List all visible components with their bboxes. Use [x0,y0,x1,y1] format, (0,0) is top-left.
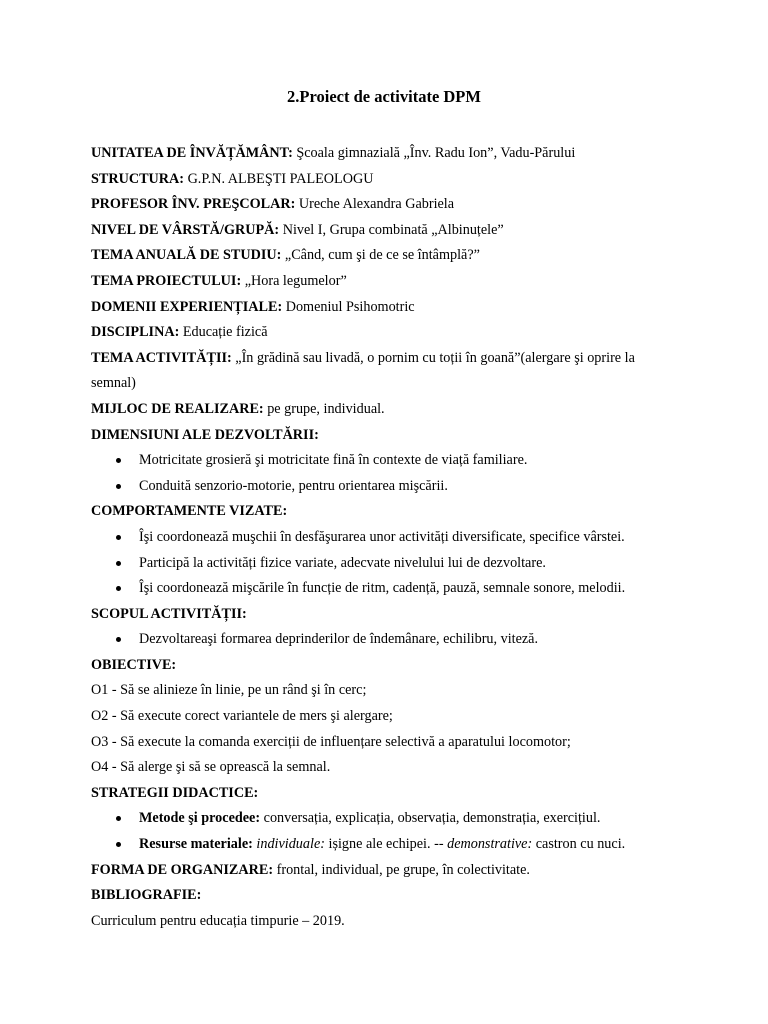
unitatea-label: UNITATEA DE ÎNVĂȚĂMÂNT: [91,145,293,161]
list-item-text: Participă la activități fizice variate, adecvate nivelului lui de dezvoltare. [139,554,546,571]
resurse-demonstrative: demonstrative: [447,836,533,853]
tema-anuala-line [91,243,681,269]
profesor-label: PROFESOR ÎNV. PREŞCOLAR: [91,196,296,213]
metode-value: conversația, explicația, observația, demonstrația, exercițiul. [260,810,601,827]
list-item [91,627,681,653]
list-item [91,448,681,474]
tema-activitatii-value: „În grădină sau livadă, o pornim cu toții în goană”(alergare şi oprire la semnal) [91,349,635,392]
objective-item: O2 - Să execute corect variantele de mers şi alergare; [91,708,393,725]
unitatea-value: Şcoala gimnazială „Înv. Radu Ion”, Vadu-Părului [292,145,576,161]
list-item [91,806,681,832]
list-item-text: Conduită senzorio-motorie, pentru orientarea mişcării. [139,477,448,494]
tema-anuala-value: „Când, cum şi de ce se întâmplă?” [281,247,480,264]
resurse-individuale-value: ișigne ale echipei. -- [324,836,448,853]
profesor-value: Ureche Alexandra Gabriela [295,196,455,213]
objective-item: O3 - Să execute la comanda exerciții de influențare selectivă a aparatului locomotor; [91,733,571,750]
resurse-text [112,832,625,858]
bibliografie-heading: BIBLIOGRAFIE: [91,887,202,904]
domenii-label: DOMENII EXPERIENȚIALE: [91,298,283,315]
forma-line [91,858,681,884]
bullet-icon [116,842,121,847]
bibliografie-value: Curriculum pentru educația timpurie – 2019. [91,912,345,929]
list-item-text: Dezvoltareaşi formarea deprinderilor de îndemânare, echilibru, viteză. [139,631,539,648]
disciplina-value: Educație fizică [179,324,268,341]
obiective-heading: OBIECTIVE: [91,656,177,673]
scopul-heading: SCOPUL ACTIVITĂȚII: [91,605,247,622]
structura-value: G.P.N. ALBEŞTI PALEOLOGU [184,170,374,187]
forma-value: frontal, individual, pe grupe, în colectivitate. [273,861,530,878]
mijloc-label: MIJLOC DE REALIZARE: [91,400,264,417]
domenii-line [91,295,681,321]
mijloc-line [91,397,681,423]
resurse-individuale: individuale: [256,836,325,853]
nivel-label: NIVEL DE VÂRSTĂ/GRUPĂ: [91,221,280,238]
disciplina-line [91,320,681,346]
metode-label: Metode şi procedee: [139,810,261,827]
tema-anuala-label: TEMA ANUALĂ DE STUDIU: [91,247,282,264]
dimensiuni-list [91,448,681,499]
bullet-icon [116,484,121,489]
objective-item: O4 - Să alerge şi să se oprească la semnal. [91,759,331,776]
list-item [91,832,681,858]
metode-text [112,806,600,832]
profesor-line [91,192,681,218]
tema-activitatii-line [91,346,681,397]
scopul-list [91,627,681,653]
comportamente-heading: COMPORTAMENTE VIZATE: [91,503,288,520]
disciplina-label: DISCIPLINA: [91,324,180,341]
strategii-heading: STRATEGII DIDACTICE: [91,784,259,801]
unitatea-line [91,141,681,167]
document-body [91,141,681,934]
mijloc-value: pe grupe, individual. [263,400,385,417]
structura-label: STRUCTURA: [91,170,185,187]
structura-line [91,167,681,193]
nivel-value: Nivel I, Grupa combinată „Albinuțele” [279,221,504,238]
list-item-text: Motricitate grosieră şi motricitate fină în contexte de viață familiare. [139,452,528,469]
bullet-icon [116,561,121,566]
tema-activitatii-label: TEMA ACTIVITĂȚII: [91,349,232,366]
tema-proiect-value: „Hora legumelor” [241,272,347,289]
list-item-text: Îşi coordonează muşchii în desfăşurarea unor activități diversificate, specifice vârstei. [139,528,625,545]
strategii-list [91,806,681,857]
list-item-text: Îşi coordonează mişcările în funcție de ritm, cadență, pauză, semnale sonore, melodii. [139,580,626,597]
resurse-demonstrative-value: castron cu nuci. [532,836,626,853]
list-item [91,576,681,602]
list-item [91,551,681,577]
forma-label: FORMA DE ORGANIZARE: [91,861,274,878]
nivel-line [91,218,681,244]
dimensiuni-heading: DIMENSIUNI ALE DEZVOLTĂRII: [91,426,319,443]
objective-item: O1 - Să se alinieze în linie, pe un rând şi în cerc; [91,682,367,699]
domenii-value: Domeniul Psihomotric [282,298,415,315]
tema-proiect-line [91,269,681,295]
resurse-label: Resurse materiale: [139,836,253,853]
tema-proiect-label: TEMA PROIECTULUI: [91,272,242,289]
document-title: 2.Proiect de activitate DPM [287,87,481,106]
bullet-icon [116,535,121,540]
list-item [91,525,681,551]
list-item [91,474,681,500]
comportamente-list [91,525,681,602]
